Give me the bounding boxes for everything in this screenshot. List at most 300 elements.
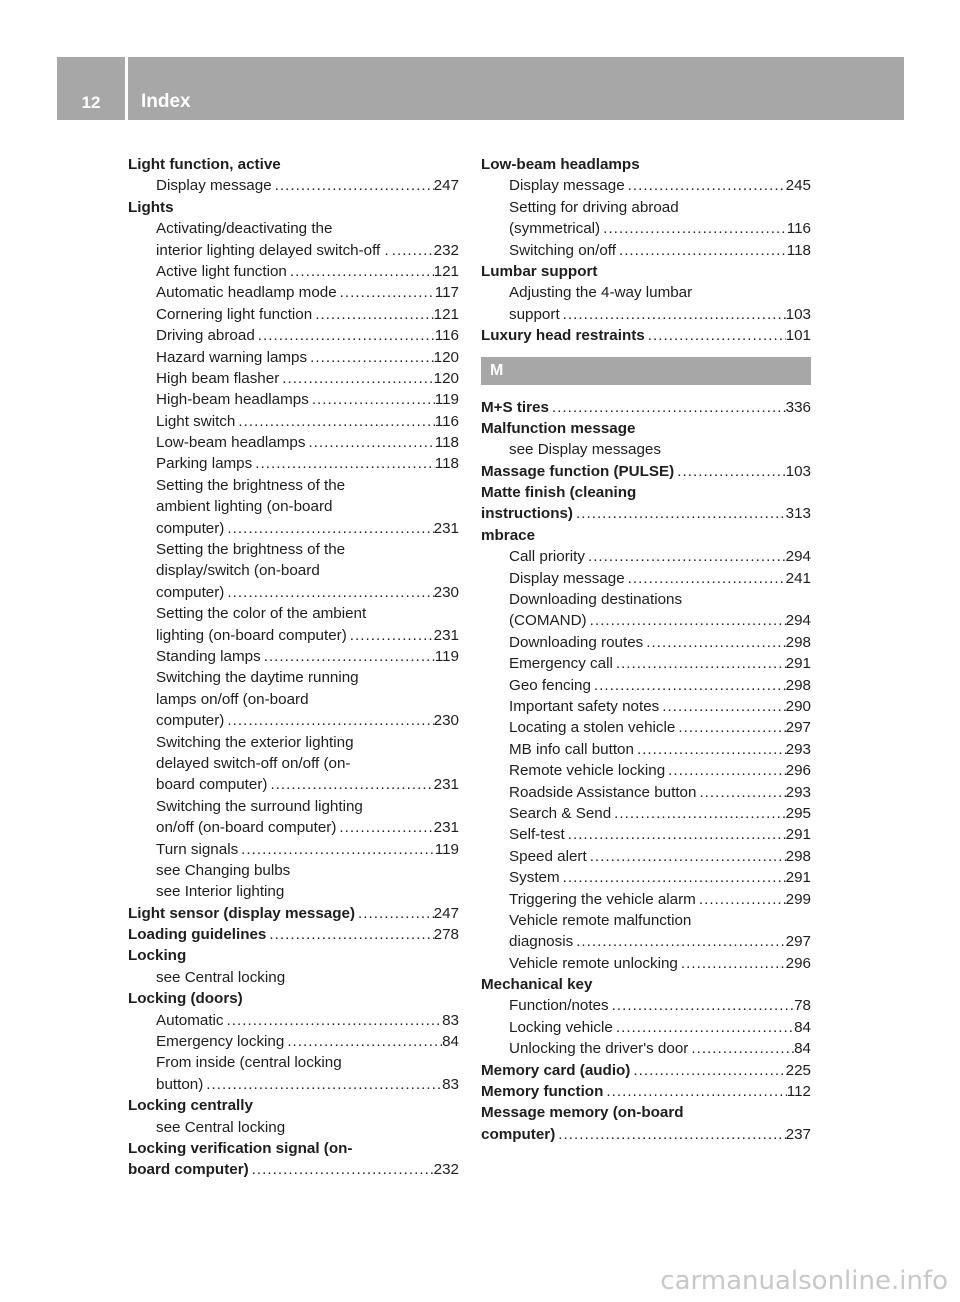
entry-page-number: 230: [433, 712, 459, 730]
entry-page-number: 116: [434, 412, 459, 430]
entry-page-number: 84: [442, 1033, 459, 1051]
entry-label: Malfunction message: [481, 419, 636, 437]
entry-page-number: 232: [433, 241, 459, 259]
entry-label: Setting the brightness of the: [156, 476, 346, 494]
header-divider: [125, 57, 128, 120]
index-group-l: [481, 154, 811, 347]
index-subentry: [481, 696, 811, 717]
index-entry: [481, 503, 811, 524]
entry-page-number: 296: [785, 762, 811, 780]
leader-dots: [224, 1010, 443, 1031]
index-subentry: [128, 325, 459, 346]
leader-dots: [224, 518, 433, 539]
index-entry: [128, 903, 459, 924]
entry-label: ambient lighting (on-board: [156, 498, 333, 516]
entry-label: interior lighting delayed switch-off .: [156, 241, 389, 259]
entry-page-number: 112: [786, 1083, 811, 1101]
index-subentry: [128, 839, 459, 860]
entry-label: board computer): [156, 776, 268, 794]
index-subentry: [481, 610, 811, 631]
entry-label: Locking centrally: [128, 1097, 253, 1115]
entry-label: Memory function: [481, 1083, 604, 1101]
entry-label: Display message: [509, 569, 625, 587]
entry-label: (symmetrical): [509, 220, 601, 238]
entry-label: Roadside Assistance button: [509, 783, 697, 801]
leader-dots: [613, 1017, 794, 1038]
leader-dots: [336, 817, 433, 838]
entry-label: Downloading routes: [509, 633, 644, 651]
entry-label: computer): [481, 1125, 556, 1143]
index-entry: [481, 525, 811, 546]
index-entry: [481, 482, 811, 503]
entry-page-number: 121: [433, 262, 459, 280]
index-entry: [481, 461, 811, 482]
entry-label: System: [509, 869, 560, 887]
index-entry: [128, 1138, 459, 1159]
entry-page-number: 298: [785, 676, 811, 694]
entry-page-number: 118: [434, 455, 459, 473]
index-subentry: [128, 1031, 459, 1052]
index-subentry: [128, 1010, 459, 1031]
leader-dots: [312, 304, 433, 325]
index-subentry: [128, 261, 459, 282]
index-subentry: [481, 546, 811, 567]
entry-page-number: 84: [794, 1018, 811, 1036]
index-subentry: [128, 646, 459, 667]
entry-page-number: 232: [433, 1161, 459, 1179]
leader-dots: [630, 1060, 785, 1081]
index-subentry: [481, 846, 811, 867]
entry-label: Setting for driving abroad: [509, 198, 679, 216]
entry-label: Vehicle remote malfunction: [509, 911, 692, 929]
index-subentry: [481, 218, 811, 239]
entry-label: Luxury head restraints: [481, 327, 645, 345]
leader-dots: [603, 1081, 786, 1102]
entry-label: see Display messages: [509, 441, 661, 459]
entry-page-number: 120: [433, 369, 459, 387]
entry-label: Unlocking the driver's door: [509, 1040, 689, 1058]
index-subentry: [128, 625, 459, 646]
index-subentry: [128, 603, 459, 624]
entry-page-number: 230: [433, 583, 459, 601]
index-subentry: [128, 732, 459, 753]
index-subentry: [128, 817, 459, 838]
entry-label: MB info call button: [509, 740, 634, 758]
index-subentry: [128, 282, 459, 303]
entry-label: Adjusting the 4-way lumbar: [509, 284, 693, 302]
entry-page-number: 297: [785, 719, 811, 737]
index-subentry: [481, 1017, 811, 1038]
leader-dots: [203, 1074, 442, 1095]
entry-page-number: 290: [785, 697, 811, 715]
index-entry: [481, 418, 811, 439]
leader-dots: [645, 325, 786, 346]
index-subentry: [128, 411, 459, 432]
entry-page-number: 231: [433, 776, 459, 794]
entry-label: Speed alert: [509, 847, 587, 865]
entry-label: Activating/deactivating the: [156, 220, 333, 238]
leader-dots: [279, 368, 433, 389]
index-subentry: [481, 282, 811, 303]
entry-page-number: 299: [785, 890, 811, 908]
entry-label: Automatic headlamp mode: [156, 284, 337, 302]
leader-dots: [613, 653, 786, 674]
entry-page-number: 237: [785, 1125, 811, 1143]
entry-page-number: 296: [785, 954, 811, 972]
index-subentry: [481, 632, 811, 653]
entry-page-number: 291: [785, 826, 811, 844]
entry-page-number: 119: [434, 647, 459, 665]
entry-label: Vehicle remote unlocking: [509, 954, 678, 972]
entry-label: Driving abroad: [156, 327, 255, 345]
entry-label: Light function, active: [128, 156, 281, 173]
index-entry: [481, 974, 811, 995]
index-subentry: [128, 539, 459, 560]
entry-label: Emergency call: [509, 655, 613, 673]
index-subentry: [128, 240, 459, 261]
index-entry: [481, 261, 811, 282]
entry-page-number: 225: [785, 1061, 811, 1079]
entry-label: see Central locking: [156, 968, 286, 986]
entry-label: see Central locking: [156, 1118, 286, 1136]
leader-dots: [659, 696, 785, 717]
index-entry: [128, 945, 459, 966]
entry-label: Cornering light function: [156, 305, 313, 323]
entry-page-number: 103: [785, 462, 811, 480]
entry-label: Call priority: [509, 548, 585, 566]
leader-dots: [309, 389, 435, 410]
leader-dots: [625, 568, 786, 589]
index-subentry: [481, 760, 811, 781]
entry-label: Light switch: [156, 412, 236, 430]
leader-dots: [267, 774, 433, 795]
leader-dots: [305, 432, 434, 453]
entry-label: lamps on/off (on-board: [156, 690, 309, 708]
index-entry: [128, 924, 459, 945]
index-subentry: [128, 710, 459, 731]
index-subentry: [128, 389, 459, 410]
leader-dots: [600, 218, 787, 239]
leader-dots: [252, 453, 435, 474]
leader-dots: [287, 261, 434, 282]
entry-label: Locking (doors): [128, 990, 243, 1008]
index-subentry: [481, 782, 811, 803]
leader-dots: [235, 411, 434, 432]
entry-page-number: 84: [794, 1040, 811, 1058]
entry-page-number: 83: [442, 1075, 459, 1093]
entry-page-number: 101: [785, 327, 811, 345]
leader-dots: [549, 397, 786, 418]
entry-label: Memory card (audio): [481, 1061, 631, 1079]
entry-label: Display message: [509, 177, 625, 195]
entry-page-number: 119: [434, 391, 459, 409]
index-subentry: [128, 774, 459, 795]
index-entry: [481, 1060, 811, 1081]
entry-page-number: 118: [434, 434, 459, 452]
index-subentry: [128, 1052, 459, 1073]
leader-dots: [674, 461, 785, 482]
index-subentry: [128, 753, 459, 774]
leader-dots: [560, 867, 786, 888]
index-subentry: [128, 368, 459, 389]
index-entry: [481, 1124, 811, 1145]
entry-label: lighting (on-board computer): [156, 626, 347, 644]
index-subentry: [128, 496, 459, 517]
index-subentry: [128, 860, 459, 881]
watermark: carmanualsonline.info: [660, 1266, 948, 1296]
entry-label: mbrace: [481, 526, 536, 544]
leader-dots: [560, 304, 786, 325]
index-subentry: [128, 1074, 459, 1095]
entry-label: Locking vehicle: [509, 1018, 613, 1036]
entry-label: Mechanical key: [481, 976, 593, 994]
entry-page-number: 293: [785, 740, 811, 758]
leader-dots: [678, 953, 786, 974]
index-entry: [481, 1081, 811, 1102]
index-subentry: [481, 304, 811, 325]
leader-dots: [307, 347, 434, 368]
entry-label: button): [156, 1075, 204, 1093]
entry-page-number: 117: [434, 284, 459, 302]
entry-label: computer): [156, 712, 225, 730]
index-subentry: [128, 881, 459, 902]
index-subentry: [481, 995, 811, 1016]
index-subentry: [481, 675, 811, 696]
entry-label: Setting the color of the ambient: [156, 605, 367, 623]
entry-page-number: 83: [442, 1011, 459, 1029]
index-entry: [481, 325, 811, 346]
leader-dots: [591, 675, 786, 696]
entry-label: Parking lamps: [156, 455, 253, 473]
index-entry: [481, 397, 811, 418]
entry-label: From inside (central locking: [156, 1054, 342, 1072]
entry-label: Light sensor (display message): [128, 904, 356, 922]
entry-label: Standing lamps: [156, 647, 261, 665]
entry-label: Lights: [128, 198, 174, 216]
entry-label: Triggering the vehicle alarm: [509, 890, 696, 908]
entry-page-number: 120: [433, 348, 459, 366]
index-subentry: [481, 953, 811, 974]
leader-dots: [611, 803, 785, 824]
entry-label: Switching the surround lighting: [156, 797, 363, 815]
entry-label: board computer): [128, 1161, 249, 1179]
index-subentry: [481, 197, 811, 218]
leader-dots: [224, 710, 433, 731]
leader-dots: [337, 282, 435, 303]
entry-label: M+S tires: [481, 398, 549, 416]
entry-page-number: 298: [785, 847, 811, 865]
entry-label: Important safety notes: [509, 697, 660, 715]
entry-label: Massage function (PULSE): [481, 462, 675, 480]
leader-dots: [675, 717, 785, 738]
entry-page-number: 313: [785, 505, 811, 523]
entry-page-number: 118: [786, 241, 811, 259]
index-subentry: [481, 889, 811, 910]
index-entry: [128, 197, 459, 218]
index-subentry: [128, 475, 459, 496]
entry-label: Locking verification signal (on-: [128, 1139, 353, 1157]
leader-dots: [272, 175, 434, 196]
leader-dots: [573, 931, 785, 952]
index-subentry: [481, 739, 811, 760]
index-subentry: [481, 589, 811, 610]
page-number: 12: [81, 93, 101, 112]
index-subentry: [128, 667, 459, 688]
leader-dots: [555, 1124, 785, 1145]
entry-page-number: 298: [785, 633, 811, 651]
entry-label: Display message: [156, 177, 272, 195]
entry-label: Function/notes: [509, 997, 609, 1015]
leader-dots: [284, 1031, 442, 1052]
entry-page-number: 291: [785, 655, 811, 673]
index-subentry: [481, 803, 811, 824]
index-subentry: [128, 1117, 459, 1138]
index-subentry: [481, 240, 811, 261]
entry-label: see Changing bulbs: [156, 861, 291, 879]
entry-label: support: [509, 305, 560, 323]
entry-page-number: 336: [785, 398, 811, 416]
entry-label: Turn signals: [156, 840, 239, 858]
entry-page-number: 116: [434, 327, 459, 345]
leader-dots: [224, 582, 433, 603]
leader-dots: [261, 646, 435, 667]
leader-dots: [587, 610, 786, 631]
index-subentry: [128, 347, 459, 368]
section-title: Index: [141, 91, 191, 112]
entry-page-number: 297: [785, 933, 811, 951]
section-letter-bar: M: [481, 357, 811, 385]
index-subentry: [481, 653, 811, 674]
index-subentry: [128, 560, 459, 581]
entry-label: Matte finish (cleaning: [481, 484, 637, 502]
leader-dots: [573, 503, 786, 524]
entry-label: Switching the exterior lighting: [156, 733, 354, 751]
entry-label: Switching on/off: [509, 241, 616, 259]
entry-label: Hazard warning lamps: [156, 348, 308, 366]
entry-label: Message memory (on-board: [481, 1104, 684, 1122]
index-entry: [128, 988, 459, 1009]
index-subentry: [481, 568, 811, 589]
entry-label: Search & Send: [509, 804, 612, 822]
leader-dots: [266, 924, 433, 945]
entry-label: Downloading destinations: [509, 591, 683, 609]
entry-page-number: 231: [433, 519, 459, 537]
index-subentry: [481, 867, 811, 888]
entry-label: Switching the daytime running: [156, 669, 359, 687]
index-subentry: [128, 582, 459, 603]
entry-page-number: 294: [785, 612, 811, 630]
leader-dots: [585, 546, 786, 567]
entry-label: computer): [156, 519, 225, 537]
leader-dots: [347, 625, 434, 646]
index-subentry: [481, 931, 811, 952]
entry-page-number: 295: [785, 804, 811, 822]
entry-page-number: 78: [794, 997, 811, 1015]
index-subentry: [128, 175, 459, 196]
index-entry: [481, 154, 811, 175]
index-subentry: [481, 1038, 811, 1059]
index-subentry: [481, 717, 811, 738]
entry-page-number: 116: [786, 220, 811, 238]
leader-dots: [249, 1159, 434, 1180]
index-entry: [128, 1159, 459, 1180]
index-column-right: [481, 154, 811, 1145]
entry-page-number: 245: [785, 177, 811, 195]
entry-label: Setting the brightness of the: [156, 541, 346, 559]
index-subentry: [128, 518, 459, 539]
entry-page-number: 294: [785, 548, 811, 566]
entry-page-number: 291: [785, 869, 811, 887]
entry-label: diagnosis: [509, 933, 574, 951]
leader-dots: [355, 903, 434, 924]
index-subentry: [128, 689, 459, 710]
leader-dots: [634, 739, 786, 760]
index-group-m: [481, 397, 811, 1146]
entry-label: Locating a stolen vehicle: [509, 719, 676, 737]
entry-label: Self-test: [509, 826, 565, 844]
entry-page-number: 247: [433, 177, 459, 195]
leader-dots: [255, 325, 435, 346]
index-entry: [481, 1102, 811, 1123]
index-subentry: [481, 910, 811, 931]
entry-label: Active light function: [156, 262, 287, 280]
index-subentry: [481, 175, 811, 196]
entry-page-number: 247: [433, 904, 459, 922]
leader-dots: [688, 1038, 794, 1059]
index-subentry: [128, 967, 459, 988]
leader-dots: [625, 175, 786, 196]
leader-dots: [696, 889, 786, 910]
entry-page-number: 231: [433, 626, 459, 644]
leader-dots: [609, 995, 794, 1016]
entry-label: Low-beam headlamps: [481, 156, 640, 173]
entry-label: Locking: [128, 947, 187, 965]
index-subentry: [128, 218, 459, 239]
entry-label: computer): [156, 583, 225, 601]
entry-page-number: 293: [785, 783, 811, 801]
leader-dots: [643, 632, 785, 653]
entry-label: Automatic: [156, 1011, 224, 1029]
index-subentry: [128, 796, 459, 817]
entry-label: Emergency locking: [156, 1033, 285, 1051]
leader-dots: [616, 240, 787, 261]
index-column-left: [128, 154, 459, 1181]
leader-dots: [565, 824, 786, 845]
entry-label: Low-beam headlamps: [156, 434, 306, 452]
entry-label: High beam flasher: [156, 369, 280, 387]
entry-label: High-beam headlamps: [156, 391, 309, 409]
entry-label: delayed switch-off on/off (on-: [156, 754, 351, 772]
leader-dots: [238, 839, 435, 860]
entry-label: Loading guidelines: [128, 926, 267, 944]
index-entry: [128, 1095, 459, 1116]
entry-page-number: 278: [433, 926, 459, 944]
entry-label: on/off (on-board computer): [156, 819, 337, 837]
index-subentry: [128, 432, 459, 453]
entry-label: see Interior lighting: [156, 883, 285, 901]
entry-label: display/switch (on-board: [156, 562, 320, 580]
index-subentry: [481, 439, 811, 460]
index-subentry: [481, 824, 811, 845]
leader-dots: [696, 782, 785, 803]
entry-page-number: 231: [433, 819, 459, 837]
leader-dots: [587, 846, 786, 867]
entry-label: Lumbar support: [481, 262, 598, 280]
entry-label: Remote vehicle locking: [509, 762, 666, 780]
entry-label: instructions): [481, 505, 573, 523]
entry-page-number: 241: [785, 569, 811, 587]
entry-page-number: 121: [433, 305, 459, 323]
